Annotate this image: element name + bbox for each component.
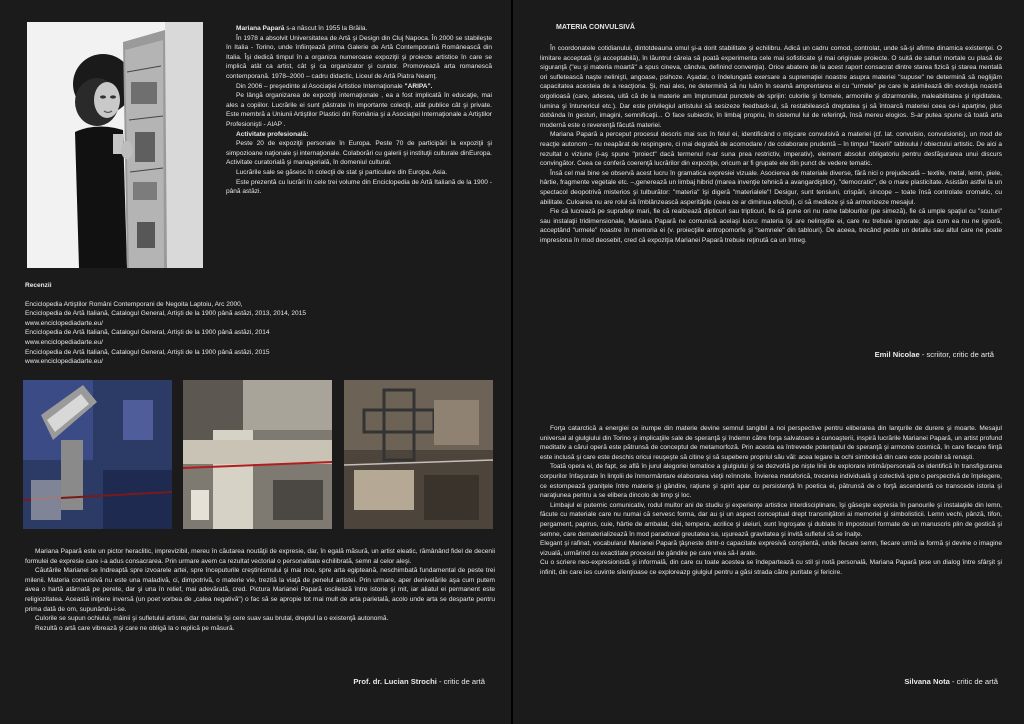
review-link: www.enciclopediadarte.eu/	[25, 319, 103, 327]
essay-paragraph: Culorile se supun ochiului, mâinii şi sufletului artistei, dar materia îşi cere suav sau brutal, dreptul la o existenţă autonomă.	[35, 615, 389, 623]
artist-biography	[226, 24, 492, 197]
essay-paragraph: Însă cel mai bine se observă acest lucru în gramatica expresiei vizuale. Asocierea de materiale diverse, fără nici o prejudecată – textile, metal, lemn, piele, hârtie, fragmente vegetale etc. –,generează un limbaj hibrid (marea invenţie tehnică a avangardiştilor), "democratic", de o mare plasticitate. Asistăm astfel la un spectacol deopotrivă misterios şi tulburător: "materia" îşi digeră "materialele"! Desigur, sunt tensiuni, crispări, sincope – toate însă controlate cromatic, cu abilitate. Culoarea nu are rolul să îmblânzească asperităţile (ceea ce ar diminua efectul), ci să medieze şi să armonizeze mesajul.	[540, 169, 1002, 206]
bio-activity-heading	[226, 130, 492, 140]
review-line: Enciclopedia de Artă Italiană, Catalogul General, Artişti de la 1900 până astăzi, 2015	[25, 348, 270, 356]
bio-paragraph: Lucrările sale se găsesc în colecţii de stat şi particulare din Europa, Asia.	[236, 168, 448, 176]
review-link: www.enciclopediadarte.eu/	[25, 358, 103, 366]
emil-nicolae-essay	[540, 44, 1002, 245]
essay-signature-nicolae	[875, 350, 994, 359]
essay-paragraph: În coordonatele cotidianului, dintotdeauna omul şi-a dorit stabilitate şi echilibru. Adică un cadru comod, controlat, unde să-şi afirme dinamica existenţei. O limitare acceptată (şi acceptabilă), în lăuntrul căreia să poată experimenta cele mai sofisticate şi mai originale proiecte. O suită de salturi mortale cu plasă de siguranţă ("eu şi materia moartă" a spus cineva, cândva, definind convenţia). Orice abatere de la acest raport consacrat dintre starea fizică şi starea mentală ori sufletească naşte nelinişti, angoase, psihoze. Aşadar, o îndelungată exersare a supremaţiei noastre asupra materiei "supuse" ne determină să neglijăm capacitatea acesteia de a reacţiona. Şi, mai ales, ne determină să nu luăm în seamă amprentarea ei cu "urmele" pe care le asimilează din evoluţia noastră orgolioasă (care, adesea, uită că de la materie am împrumutat punctele de sprijin: culorile şi formele, armoniile şi dizarmoniile, maleabilitatea şi rigiditatea, lumina şi întunericul etc.). Dar este privilegiul artistului să sesizeze feedback-ul, să restabilească dreptatea şi să întoarcă materiei ceea ce-i aparţine, plus dobânda în gesturi, imagini, semnificaţii... O face subiectiv, în limbaj propriu, în sistemul lui de referinţă, însă mereu elogios. S-ar putea spune că toată arta modernă este o reverenţă făcută materiei.	[540, 45, 1002, 129]
left-page	[0, 0, 511, 724]
essay-paragraph: Rezultă o artă care vibrează şi care ne obligă la o replică pe măsură.	[35, 624, 235, 632]
author-role: - critic de artă	[436, 677, 485, 686]
essay-paragraph: Limbajul ei puternic comunicativ, rodul multor ani de studiu şi experienţe artistice interdisciplinare, îşi găseşte expresia în panourile şi instalaţiile din lemn, făcute cu materiale care nu numai că servesc forma, dar au şi un aspect conceptual drept transmiţători ai memoriei şi simbolisticii. Lemn vechi, pânză, tifon, pergament, papirus, cuie, hârtie de ambalat, clei, tempera, acrilice şi uleiuri, sunt îngroşate şi dublate în impostouri formate de un manuscris plin de gestică şi semne, care dematerializează în mod paradoxal greutatea sa, uşurează gravitatea şi invită sufletul să se înalţe.	[540, 501, 1002, 538]
artist-portrait-image	[27, 22, 203, 268]
review-line: Enciclopedia de Artă Italiană, Catalogul General, Artişti de la 1900 până astăzi, 2013, 2014, 2015	[25, 310, 306, 318]
essay-signature-strochi	[353, 677, 485, 686]
bio-artist-name: Mariana Papară	[236, 25, 285, 32]
reviews-section	[25, 281, 495, 367]
bio-aripa-text: Din 2006 – preşedinte al Asociaţiei Artistice Internaţionale	[236, 82, 405, 90]
essay-paragraph: Forţa catarctică a energiei ce irumpe din materie devine semnul tangibil a noi perspective pentru eliberarea din lanţurile de durere şi moarte. Mesajul universal al giulgiului din Torino şi implicaţiile sale de speranţă şi îndemn către forţa salvatoare a cunoaşterii, inspiră lucrările Marianei Papară, un artist profund meditativ a cărui operă este pătrunsă de conceptul de metamorfoză. Prin acesta ea întrevede potenţialul de speranţă şi armonie cosmică, în care fiecare fiinţă este inclusă şi care este deschis oricui reuşeşte să citine şi să supebere propriul său văl: acea legare la ochi simbolică din care este posibil să renaşti.	[540, 425, 1002, 461]
essay-paragraph: Mariana Papară a perceput procesul descris mai sus în felul ei, identificând o mişcare convulsivă a materiei (cf. lat. convulsio, convulsionis), un mod de reacţie autonom – nu neapărat de respingere, ci mai degrabă de acomodare / de colaborare prudentă – în timpul "facerii" tabloului / obiectului artistic. De aici a rezultat o viziune (i-aş spune "proiect" dacă termenul n-ar suna prea restrictiv, imperativ), element absolut obligatoriu pentru desfăşurarea unui discurs convingător. Ceea ce conferă coerenţă lucrărilor din expoziţie, oricum ar fi grupate ele din punct de vedere tematic.	[540, 131, 1002, 168]
artist-photo	[27, 22, 203, 268]
author-role: - critic de artă	[949, 677, 998, 686]
essay-paragraph: Mariana Papară este un pictor heraclitic, imprevizibil, mereu în căutarea noutăţii de expresie, dar, în egală măsură, un artist eleatic, rămânând fidel de decenii formulei de expresie care i-a adus consacrarea. Prin urmare avem ca rezultat vectorial o personalitate echilibrată, semn al celor aleşi.	[25, 548, 495, 565]
author-role: - scriitor, critic de artă	[919, 350, 994, 359]
author-name: Emil Nicolae	[874, 350, 920, 359]
silvana-nota-essay	[540, 424, 1002, 578]
essay-paragraph: Cu o scriere neo-expresionistă şi informală, din care cu toate acestea se îndepartează cu stil şi notă personală, Mariana Papară ţese un dialog între sfârşit şi infinit, din care ies cuvinte silenţioase ce exploreazp giulgiul pentru a găsi strada către puritate şi fericire.	[540, 559, 1002, 576]
review-link: www.enciclopediadarte.eu/	[25, 338, 103, 346]
bio-paragraph: În 1978 a absolvit Universitatea de Artă şi Design din Cluj Napoca. În 2000 se stabileşte în Italia - Torino, unde înfiinţează prima Galerie de Artă Contemporană Românească din Italia. Îşi dedică timpul în a organiza numeroase expoziţii şi proiecte artistice în care se implică atât ca artist, cât şi ca organizator şi curator. Promovează arta romanescă contemporană. 1978–2000 – cadru didactic, Liceul de Artă Piatra Neamţ.	[226, 34, 492, 80]
bio-paragraph-aripa	[226, 82, 492, 92]
bio-intro	[226, 24, 492, 34]
review-line: Enciclopedia Artiştilor Români Contemporani de Negoita Laptoiu, Arc 2000,	[25, 300, 243, 308]
lucian-strochi-essay	[25, 547, 495, 633]
bio-paragraph: Pe lângă organizarea de expoziţii internaţionale , ea a fost implicată în educaţie, mai ales a copiilor. Lucrările ei sunt păstrate în importante colecţii, atât publice cât şi private. Este membră a Uniunii Artiştilor Plastici din România şi a Asociaţiei Internaţionale a Artiştilor Profesionişti - AIAP .	[226, 92, 492, 128]
essay-signature-nota	[904, 677, 998, 686]
right-page	[513, 0, 1024, 724]
essay-paragraph: Toată opera ei, de fapt, se află în jurul alegoriei tematice a giulgiului şi se dezvoltă pe niște linii de explorare intimă/personală ce identifică în transfigurarea corpurilor înfaşurate în linţolii de înmormântare elaborarea vieţii reînnoite. Învierea metaforică, trecerea individuală şi colectivă spre o perspectivă de înţelegere, ce estompează graniţele între materie şi gândire, raţiune şi spirit apar cu persistenţă în poetica ei, pătrunsă de o forţă ascendentă ce transcede istoria şi naraţiunea pentru a se elibera dincolo de timp şi loc.	[540, 463, 1002, 500]
artwork-image-3	[344, 380, 493, 529]
essay-paragraph: Elegant şi rafinat, vocabularul Marianei Papară ţâşneste dintr-o capacitate expresivă conştientă, unde fiecare semn, fiecare urmă ia formă şi devine o imagine vizuală, urmărind cu exactitate procesul de gândire pe care vrea să-l arate.	[540, 540, 1002, 557]
essay-paragraph: Fie că lucrează pe suprafeţe mari, fie că realizează dipticuri sau tripticuri, fie că pune ori nu rame tablourilor (pe simeză), fie că umple spaţiul cu "scuturi" sau instalaţii tridimensionale, Mariana Papară ne comunică acelaşi lucru: materia îşi are neliniştile ei, care nu trebuie ignorate; aşa cum ea nu ne ignoră, acceptând "urmele" noastre în memoria ei (v. proiecţiile antropomorfe şi "semnele" din tablouri). De aceea, trecând peste un detaliu sau altul care ne poate impresiona în mod deosebit, cred că expoziţia Marianei Papară trebuie reţinută ca un întreg.	[540, 208, 1002, 244]
essay-paragraph: Căutările Marianei se îndreaptă spre izvoarele artei, spre începuturile creştinismului şi mai nou, spre arta egipteană, neschimbată fundamental de peste trei milenii. Materia convulsivă nu este una maladivă, ci, dimpotrivă, o materie vie, trezită la viaţă de penelul artistei. Prin urmare, aper denivelările aşa cum putem avea o hartă atârnată pe perete, dar şi una în relief, mai adevărată, cred. Pictura Marianei Papară oscilează între istorie şi mit, iar aliatul ei permanent este religiozitatea. Această iniţiere inversă (un poet vorbea de „calea negativă") o fac să se apropie tot mai mult de arta parietală, acolo unde arta se desparte pentru prima dată de om, supunându-i-se.	[25, 567, 495, 613]
author-name: Silvana Nota	[904, 677, 950, 686]
bio-paragraph: Este prezentă cu lucrări în cele trei volume din Enciclopedia de Artă Italiană de la 1900 - până astăzi.	[226, 178, 492, 196]
bio-birth: s-a născut în 1955 la Brăila.	[284, 25, 368, 32]
artwork-image-1	[23, 380, 172, 529]
bio-paragraph: Peste 20 de expoziţii personale în Europa. Peste 70 de participări la expoziţii şi simpozioane naţionale şi internaţionale. Colaborări cu galerii şi instituţii culturale dinEuropa. Activitate curatorială şi managerială, în domeniul cultural.	[226, 140, 492, 167]
author-name: Prof. dr. Lucian Strochi	[353, 677, 437, 686]
bio-aripa-name: "ARIPA".	[404, 82, 433, 90]
essay-title: MATERIA CONVULSIVĂ	[556, 24, 635, 31]
reviews-heading: Recenzii	[25, 282, 52, 289]
artwork-image-2	[183, 380, 332, 529]
review-line: Enciclopedia de Artă Italiană, Catalogul General, Artişti de la 1900 până astăzi, 2014	[25, 329, 270, 337]
activity-heading-text: Activitate profesională:	[236, 130, 309, 138]
